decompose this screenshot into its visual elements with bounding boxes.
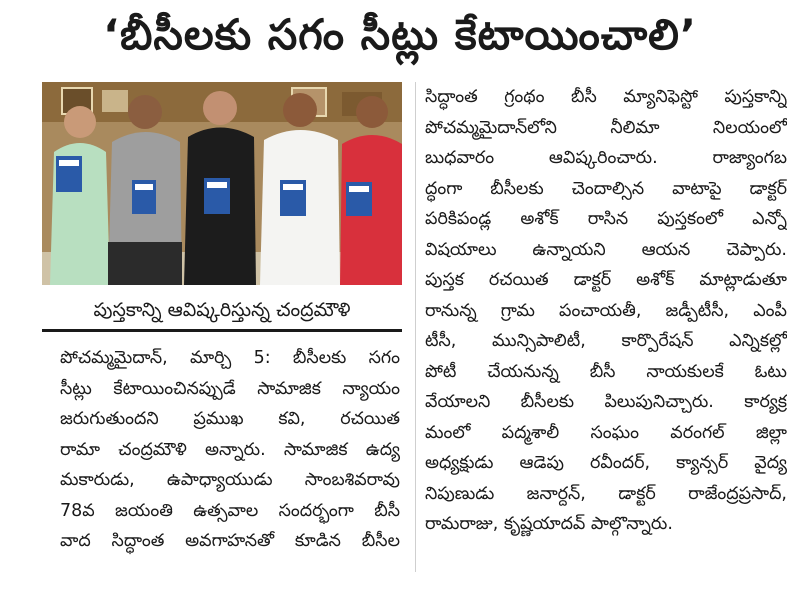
article-line: పోచమ్మమైదాన్‌లోని నీలిమా నిలయంలో: [425, 117, 787, 138]
wall-frame: [102, 90, 128, 112]
article-line: పుస్తక రచయిత డాక్టర్ అశోక్ మాట్లాడుతూ: [425, 270, 787, 290]
article-line: పోటీ చేయనున్న బీసీ నాయకులకే ఓటు: [425, 361, 787, 382]
headline: ‘బీసీలకు సగం సీట్లు కేటాయించాలి’: [103, 10, 697, 59]
book-5: [346, 182, 372, 216]
article-line: రామరాజు, కృష్ణయాదవ్ పాల్గొన్నారు.: [425, 514, 673, 534]
article-line: రామా చంద్రమౌళి అన్నారు. సామాజిక ఉద్య: [60, 439, 400, 460]
article-line: అధ్యక్షుడు ఆడెపు రవీందర్, క్యాన్సర్ వైద్య: [425, 453, 787, 473]
article-line: సిద్ధాంత గ్రంథం బీసీ మ్యానిఫెస్టో పుస్తకాన్ని: [425, 87, 787, 107]
article-line: మంలో పద్మశాలీ సంఘం వరంగల్ జిల్లా: [425, 422, 787, 443]
article-line: వేయాలని బీసీలకు పిలుపునిచ్చారు. కార్యక్ర: [425, 392, 787, 412]
article-line: సీట్లు కేటాయించినప్పుడే సామాజిక న్యాయం: [60, 378, 400, 399]
column-divider: [415, 82, 416, 572]
article-line: విషయాలు ఉన్నాయని ఆయన చెప్పారు.: [425, 239, 787, 260]
photo-illustration: [42, 82, 402, 285]
article-line: 78వ జయంతి ఉత్సవాల సందర్భంగా బీసీ: [60, 500, 400, 521]
article-line: పరికిపండ్ల అశోక్ రాసిన పుస్తకంలో ఎన్నో: [425, 209, 787, 229]
article-line: మకారుడు, ఉపాధ్యాయుడు సాంబశివరావు: [60, 470, 400, 490]
article-line: జరుగుతుందని ప్రముఖ కవి, రచయిత: [60, 409, 400, 429]
article-line: పోచమ్మమైదాన్, మార్చి 5: బీసీలకు సగం: [60, 348, 400, 368]
article-right-column: [425, 82, 787, 540]
book-1: [56, 156, 82, 192]
book-3: [204, 178, 230, 214]
article-left-column: [60, 343, 400, 557]
article-line: రానున్న గ్రామ పంచాయతీ, జడ్పీటీసీ, ఎంపీ: [425, 300, 787, 321]
book-4: [280, 180, 306, 216]
article-line: టీసీ, మున్సిపాలిటీ, కార్పొరేషన్ ఎన్నికల్లో: [425, 331, 787, 351]
news-photo: [42, 82, 402, 285]
photo-caption: పుస్తకాన్ని ఆవిష్కరిస్తున్న చంద్రమౌళి: [42, 292, 402, 332]
book-2: [132, 180, 156, 214]
article-line: బుధవారం ఆవిష్కరించారు. రాజ్యాంగబ: [425, 148, 787, 168]
article-line: నిపుణుడు జనార్దన్, డాక్టర్ రాజేంద్రప్రసాద్,: [425, 483, 787, 504]
article-line: ద్ధంగా బీసీలకు చెందాల్సిన వాటాపై డాక్టర్: [425, 178, 787, 199]
article-line: వాద సిద్ధాంత అవగాహనతో కూడిన బీసీల: [60, 531, 400, 551]
